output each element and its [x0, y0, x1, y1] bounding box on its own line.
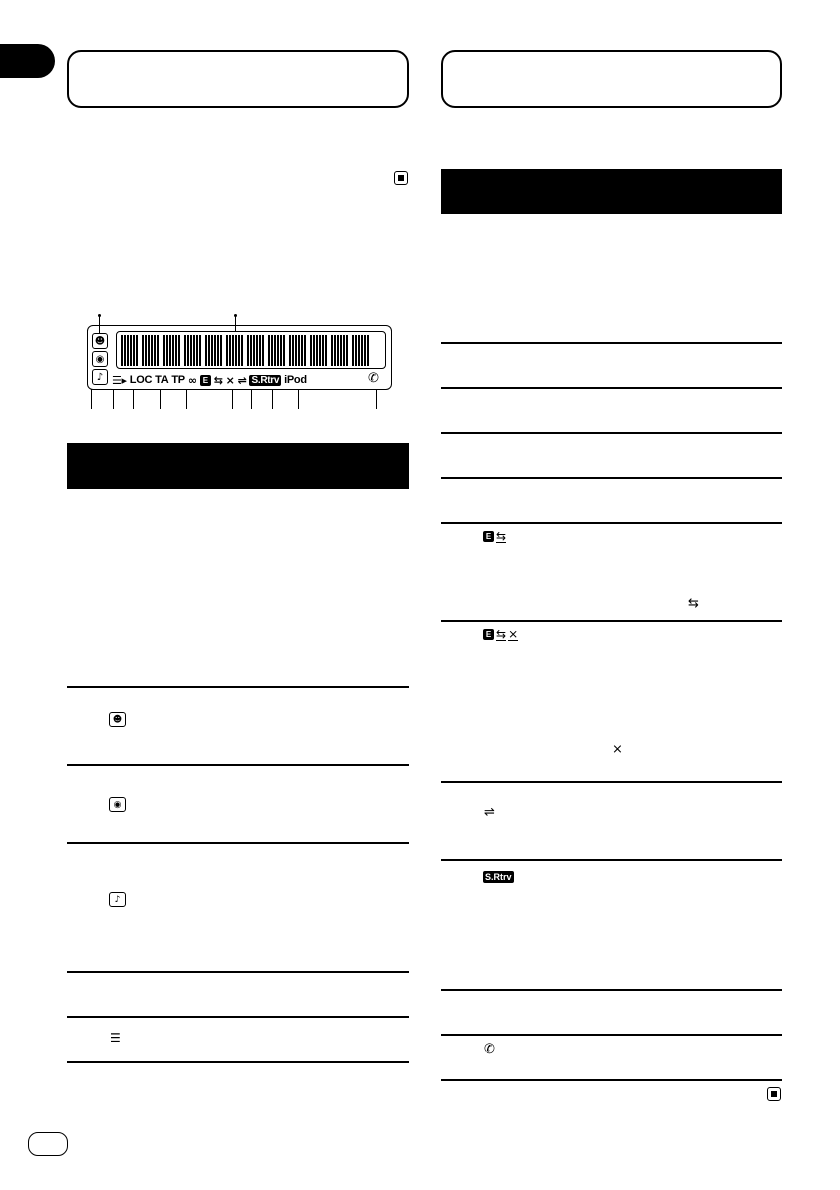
repeat-icon: ⇆	[213, 373, 223, 387]
right-row-divider	[441, 342, 782, 344]
person-icon: ☻	[109, 712, 126, 727]
random-icon: ⨯	[612, 742, 623, 757]
left-row-divider	[67, 1016, 409, 1018]
end-of-section-icon	[767, 1087, 781, 1101]
lcd-e-badge: E	[200, 375, 211, 386]
list-indicator-icon: ☰▸	[112, 373, 127, 387]
lcd-indicator-row	[112, 373, 307, 387]
shuffle-icon: ⇌	[237, 373, 247, 387]
left-table-header	[67, 443, 409, 489]
srtrv-indicator: S.Rtrv	[251, 374, 280, 386]
left-row-divider	[67, 764, 409, 766]
left-table-bottom	[67, 1061, 409, 1063]
random-off-icon: ⨯	[225, 373, 235, 387]
shuffle-icon: ⇌	[484, 805, 495, 820]
folder-repeat-icon-group	[483, 530, 506, 543]
stereo-icon: ∞	[187, 373, 197, 387]
music-note-icon: ♪	[109, 892, 126, 907]
folder-repeat-random-icon-group	[483, 628, 518, 641]
right-table-header	[441, 169, 782, 214]
repeat-icon: ⇆	[496, 627, 507, 641]
right-header-box	[441, 50, 782, 108]
right-row-divider	[441, 432, 782, 434]
right-row-divider	[441, 859, 782, 861]
left-header-box	[67, 50, 409, 108]
right-row-divider	[441, 1034, 782, 1036]
right-row-divider	[441, 522, 782, 524]
lcd-music-note-icon: ♪	[92, 369, 108, 385]
right-row-divider	[441, 387, 782, 389]
e-badge: E	[483, 629, 494, 640]
right-table-bottom	[441, 1079, 782, 1081]
loc-indicator: LOC	[129, 374, 153, 386]
e-badge: E	[483, 531, 494, 542]
right-row-divider	[441, 477, 782, 479]
left-row-divider	[67, 686, 409, 688]
phone-icon: ✆	[368, 371, 379, 386]
left-row-divider	[67, 842, 409, 844]
right-row-divider	[441, 989, 782, 991]
page-number-box	[28, 1132, 68, 1156]
ta-indicator: TA	[155, 374, 169, 386]
right-row-divider	[441, 620, 782, 622]
srtrv-badge: S.Rtrv	[485, 872, 512, 882]
right-row-divider	[441, 781, 782, 783]
end-of-section-icon	[394, 171, 408, 185]
section-tab	[0, 44, 55, 78]
repeat-icon: ⇆	[496, 529, 507, 543]
lcd-person-icon: ☻	[92, 333, 108, 349]
lcd-disc-icon: ◉	[92, 351, 108, 367]
repeat-icon: ⇆	[688, 596, 699, 611]
disc-icon: ◉	[109, 797, 126, 812]
tp-indicator: TP	[171, 374, 185, 386]
ipod-indicator: iPod	[284, 374, 307, 386]
list-icon: ☰	[110, 1031, 121, 1045]
left-row-divider	[67, 971, 409, 973]
random-icon: ⨯	[508, 627, 519, 641]
phone-icon: ✆	[484, 1042, 495, 1057]
srtrv-badge-wrap	[483, 867, 514, 885]
